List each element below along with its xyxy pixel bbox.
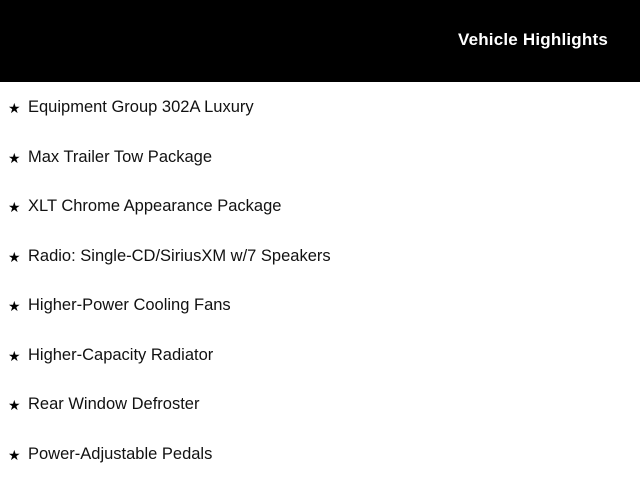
star-icon: ★ xyxy=(8,298,21,314)
star-icon: ★ xyxy=(8,149,21,166)
header-bar xyxy=(0,0,640,82)
star-icon: ★ xyxy=(8,248,21,265)
star-icon: ★ xyxy=(8,100,21,116)
list-item xyxy=(0,379,640,429)
vehicle-highlights-list xyxy=(0,82,640,478)
list-item xyxy=(0,231,640,281)
list-item-label: Power-Adjustable Pedals xyxy=(28,444,213,463)
list-item xyxy=(0,82,640,132)
star-icon: ★ xyxy=(8,347,21,364)
list-item-label: Higher-Capacity Radiator xyxy=(28,345,214,364)
star-icon: ★ xyxy=(8,446,21,463)
list-item-label: XLT Chrome Appearance Package xyxy=(28,197,282,215)
list-item xyxy=(0,429,640,479)
list-item xyxy=(0,330,640,380)
list-item-label: Equipment Group 302A Luxury xyxy=(28,98,254,116)
list-item xyxy=(0,132,640,182)
list-item xyxy=(0,280,640,330)
list-item-label: Radio: Single-CD/SiriusXM w/7 Speakers xyxy=(28,246,331,265)
star-icon: ★ xyxy=(8,397,21,413)
list-item-label: Max Trailer Tow Package xyxy=(28,147,213,166)
page-title: Vehicle Highlights xyxy=(457,30,608,49)
list-item-label: Higher-Power Cooling Fans xyxy=(28,296,231,314)
star-icon: ★ xyxy=(8,199,21,215)
list-item-label: Rear Window Defroster xyxy=(28,395,200,413)
list-item xyxy=(0,181,640,231)
